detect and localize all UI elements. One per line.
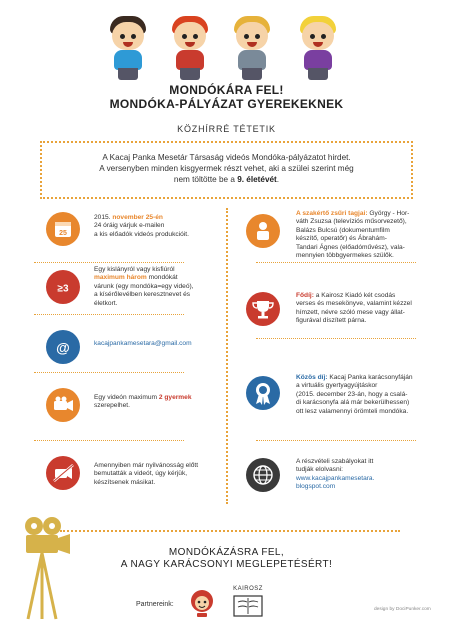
row-separator — [34, 314, 184, 315]
common-prize-line5: ott lesz valamennyi örömteli mondóka. — [296, 407, 409, 415]
published-rule-line2: bemutatták a videót, úgy kérjük, — [94, 470, 188, 478]
jury-text — [296, 210, 422, 260]
max-three-line3: várunk (egy mondóka=egy videó), — [94, 282, 194, 290]
kids-illustration — [104, 16, 350, 80]
published-video-rule-text — [94, 462, 222, 487]
row-separator — [34, 262, 184, 263]
rules-link-part1: www.kacajpankamesetara. — [296, 474, 375, 482]
row-separator — [34, 440, 184, 441]
rules-link-part2: blogspot.com — [296, 483, 336, 491]
column-divider — [226, 208, 228, 504]
main-title-line1: MONDÓKÁRA FEL! — [169, 83, 284, 97]
intro-age-limit: 9. életévét — [237, 175, 277, 184]
no-video-icon — [46, 456, 80, 490]
main-prize-post: a Kairosz Kiadó két csodás — [313, 292, 396, 299]
partners-label: Partnereink: — [136, 601, 174, 608]
max-two-line2: szerepelhet. — [94, 402, 130, 410]
max-two-children-text — [94, 394, 222, 411]
deadline-year: 2015. — [94, 214, 113, 221]
design-credit: design by DociPunker.com — [374, 607, 431, 612]
greater-equal-3-icon-label: ≥3 — [57, 283, 69, 295]
max-three-highlight: maximum három — [94, 274, 147, 282]
published-rule-line1: Amennyiben már nyilvánosság előtt — [94, 462, 199, 469]
kairosz-logo-text: KAIROSZ — [233, 586, 263, 592]
rules-line1: A részvételi szabályokat itt — [296, 458, 374, 465]
partner-logo-kairosz[interactable] — [228, 586, 268, 620]
kid-figure-4 — [294, 16, 342, 80]
deadline-line2: 24 óráig várjuk e-mailen — [94, 222, 165, 230]
common-prize-line4: di karácsonyfa alá már bekerülhessen) — [296, 399, 410, 407]
book-icon — [228, 592, 268, 618]
partner-logo-kacaj-panka[interactable] — [188, 588, 216, 618]
jury-post: György - Hor- — [367, 210, 410, 217]
published-rule-line3: készítsenek másikat. — [94, 478, 156, 486]
jury-line6: mennyien többgyermekes szülők. — [296, 252, 394, 260]
intro-line3 — [56, 174, 397, 185]
calendar-icon — [46, 212, 80, 246]
max-three-line5: életkort. — [94, 299, 118, 307]
common-prize-highlight: Közös díj: — [296, 374, 328, 381]
common-prize-line2: a virtuális gyertyagyújtáskor — [296, 382, 378, 390]
jury-line2: váth Zsuzsa (televíziós műsorvezető), — [296, 218, 407, 226]
rules-line2: tudják elolvasni: — [296, 466, 343, 474]
row-separator — [256, 440, 416, 441]
jury-highlight: A szakértő zsűri tagjai: — [296, 210, 368, 217]
main-prize-highlight: Fődíj: — [296, 292, 314, 299]
closing-line1: MONDÓKÁZÁSRA FEL, — [168, 547, 285, 558]
intro-line2: A versenyben minden kisgyermek részt vehet, aki a szülei szerint még — [99, 164, 354, 173]
at-sign-icon-label: @ — [56, 339, 70, 356]
video-camera-icon — [46, 388, 80, 422]
intro-box — [40, 141, 413, 199]
rules-text — [296, 458, 422, 492]
max-two-pre: Egy videón maximum — [94, 394, 159, 401]
common-prize-text — [296, 374, 422, 416]
main-title-line2: MONDÓKA-PÁLYÁZAT GYEREKEKNEK — [109, 97, 344, 111]
max-three-text — [94, 266, 222, 308]
main-prize-line2: verses és mesekönyve, valamint kézzel — [296, 300, 412, 308]
max-three-post: mondókát — [146, 274, 178, 282]
common-prize-line3: (2015. december 23-án, hogy a csalá- — [296, 390, 408, 398]
main-prize-line4: figurával díszített párna. — [296, 317, 367, 325]
intro-line1: A Kacaj Panka Mesetár Társaság videós Mondóka-pályázatot hirdet. — [102, 153, 351, 162]
award-ribbon-icon — [246, 376, 280, 410]
kid-figure-3 — [228, 16, 276, 80]
kid-figure-2 — [166, 16, 214, 80]
row-separator — [34, 372, 184, 373]
jury-line4: készítő, operatőr) és Ábrahám- — [296, 235, 387, 243]
announce-label: KÖZHÍRRÉ TÉTETIK — [177, 124, 276, 134]
intro-line3-suffix: . — [276, 175, 280, 184]
footer-divider — [60, 530, 400, 532]
intro-line3-prefix: nem töltötte be a — [173, 175, 238, 184]
max-three-line1: Egy kislányról vagy kisfiúról — [94, 266, 175, 273]
max-three-line4: a kísérőlevélben keresztnevet és — [94, 291, 191, 299]
closing-line2: A NAGY KARÁCSONYI MEGLEPETÉSÉRT! — [120, 559, 333, 570]
main-prize-line3: hímzett, névre szóló mese vagy állat- — [296, 308, 405, 316]
max-two-highlight: 2 gyermek — [158, 394, 192, 401]
kid-figure-1 — [104, 16, 152, 80]
calendar-day-number: 25 — [59, 230, 67, 237]
row-separator — [256, 262, 416, 263]
jury-person-icon — [246, 214, 280, 248]
globe-icon — [246, 458, 280, 492]
main-prize-text — [296, 292, 422, 326]
greater-equal-3-icon — [46, 270, 80, 304]
rules-link[interactable] — [296, 475, 422, 492]
deadline-date: november 25-én — [112, 214, 163, 221]
deadline-line3: a kis előadók videós produkcióit. — [94, 230, 189, 238]
jury-line3: Balázs Bulcsú (dokumentumfilm — [296, 226, 390, 234]
at-sign-icon — [46, 330, 80, 364]
deadline-text — [94, 214, 222, 239]
jury-line5: Tandari Ágnes (előadóművész), vala- — [296, 243, 405, 251]
contact-email-link[interactable]: kacajpankamesetara@gmail.com — [94, 340, 192, 347]
row-separator — [256, 338, 416, 339]
trophy-icon — [246, 292, 280, 326]
common-prize-post: Kacaj Panka karácsonyfáján — [327, 374, 413, 381]
